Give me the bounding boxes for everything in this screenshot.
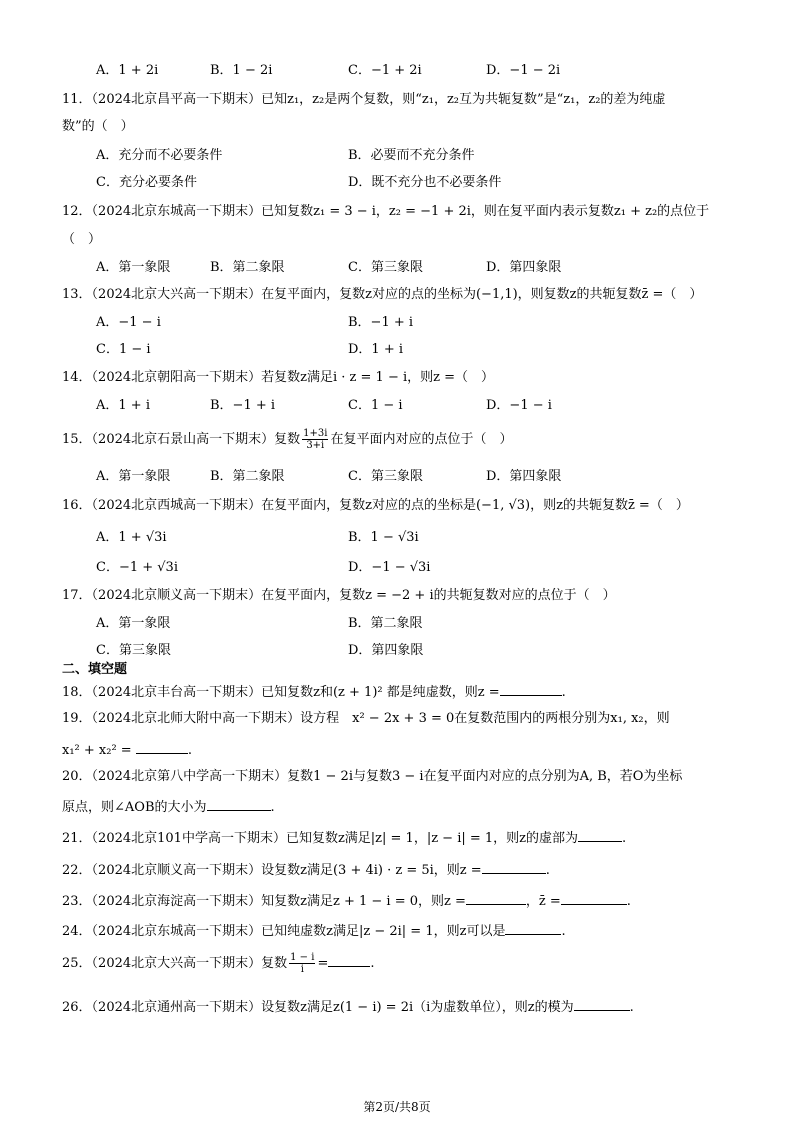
- q20-end: .: [270, 800, 275, 815]
- q18-answer-blank: [500, 681, 562, 696]
- q23-answer-blank-conjugate: [561, 890, 627, 905]
- q17-option-d: D．第四象限: [348, 643, 424, 658]
- q23-mid: ，z̄ =: [525, 894, 561, 909]
- q15-option-d: D．第四象限: [486, 469, 562, 484]
- q23-text: 23．（2024北京海淀高一下期末）知复数z满足z + 1 − i = 0，则z =: [62, 894, 466, 909]
- q17-option-c: C．第三象限: [96, 643, 171, 658]
- q26-end: .: [629, 1000, 634, 1015]
- q15-prefix: 15．（2024北京石景山高一下期末）复数: [62, 432, 301, 447]
- q11-stem-line1: 11．（2024北京昌平高一下期末）已知z₁，z₂是两个复数，则“z₁，z₂互为共轭复数”是“z₁，z₂的差为纯虚: [62, 92, 666, 107]
- q25-fraction-numerator: 1 − i: [290, 952, 315, 963]
- q16-option-c: C．−1 + √3i: [96, 560, 178, 575]
- q25-fraction: [289, 952, 315, 975]
- q11-option-a: A．充分而不必要条件: [96, 148, 223, 163]
- q20-text: 原点，则∠AOB的大小为: [62, 800, 207, 815]
- q23-stem: [62, 890, 631, 911]
- q15-fraction-numerator: 1+3i: [303, 428, 328, 439]
- q14-option-d: D．−1 − i: [486, 398, 552, 413]
- q26-text: 26．（2024北京通州高一下期末）设复数z满足z(1 − i) = 2i（i为虚数单位），则z的模为: [62, 1000, 574, 1015]
- q12-option-a: A．第一象限: [96, 260, 171, 275]
- q18-text: 18．（2024北京丰台高一下期末）已知复数z和(z + 1)² 都是纯虚数，则z =: [62, 685, 500, 700]
- q22-end: .: [545, 863, 550, 878]
- q12-stem-line2: （ ）: [62, 232, 102, 247]
- q22-stem: [62, 859, 550, 880]
- q16-stem: 16．（2024北京西城高一下期末）在复平面内，复数z对应的点的坐标是(−1, √3)，则z的共轭复数z̄ =（ ）: [62, 498, 689, 513]
- q14-option-a: A．1 + i: [96, 398, 150, 413]
- q14-stem: 14．（2024北京朝阳高一下期末）若复数z满足i · z = 1 − i，则z =（ ）: [62, 370, 494, 385]
- q25-prefix: 25．（2024北京大兴高一下期末）复数: [62, 956, 288, 971]
- q24-end: .: [561, 924, 566, 939]
- q16-option-d: D．−1 − √3i: [348, 560, 431, 575]
- q19-answer-blank: [136, 739, 188, 754]
- q15-option-b: B．第二象限: [210, 469, 285, 484]
- q20-stem-line1: 20．（2024北京第八中学高一下期末）复数1 − 2i与复数3 − i在复平面内对应的点分别为A, B，若O为坐标: [62, 769, 683, 784]
- q12-option-b: B．第二象限: [210, 260, 285, 275]
- q20-answer-blank: [207, 796, 271, 811]
- q17-option-b: B．第二象限: [348, 616, 423, 631]
- q24-stem: [62, 920, 566, 941]
- q21-text: 21．（2024北京101中学高一下期末）已知复数z满足|z| = 1，|z − i| = 1，则z的虚部为: [62, 831, 579, 846]
- q13-option-b: B．−1 + i: [348, 315, 414, 330]
- q13-stem: 13．（2024北京大兴高一下期末）在复平面内，复数z对应的点的坐标为(−1,1)，则复数z的共轭复数z̄ =（ ）: [62, 287, 703, 302]
- q10-option-a: A．1 + 2i: [96, 63, 159, 78]
- q19-end: .: [187, 743, 192, 758]
- q14-option-b: B．−1 + i: [210, 398, 276, 413]
- q18-stem: [62, 681, 566, 702]
- q10-option-c: C．−1 + 2i: [348, 63, 422, 78]
- q13-option-d: D．1 + i: [348, 342, 404, 357]
- q23-end: .: [626, 894, 631, 909]
- q17-option-a: A．第一象限: [96, 616, 171, 631]
- q23-answer-blank-z: [466, 890, 526, 905]
- q26-answer-blank: [574, 996, 630, 1011]
- q10-option-d: D．−1 − 2i: [486, 63, 561, 78]
- q15-fraction: [302, 428, 328, 451]
- q11-option-c: C．充分必要条件: [96, 175, 197, 190]
- q12-option-d: D．第四象限: [486, 260, 562, 275]
- q10-option-b: B．1 − 2i: [210, 63, 273, 78]
- q20-stem-line2: [62, 796, 275, 817]
- q15-suffix: 在复平面内对应的点位于（ ）: [330, 432, 513, 447]
- section-title-fill-in: 二、填空题: [62, 662, 128, 677]
- q19-stem-line2: [62, 739, 192, 760]
- q14-option-c: C．1 − i: [348, 398, 403, 413]
- q16-option-b: B．1 − √3i: [348, 530, 419, 545]
- q12-option-c: C．第三象限: [348, 260, 423, 275]
- q19-text: x₁² + x₂² =: [62, 743, 132, 758]
- q17-stem: 17．（2024北京顺义高一下期末）在复平面内，复数z = −2 + i的共轭复数对应的点位于（ ）: [62, 588, 616, 603]
- q25-fraction-denominator: i: [300, 964, 304, 975]
- q13-option-a: A．−1 − i: [96, 315, 161, 330]
- q11-stem-line2: 数”的（ ）: [62, 119, 134, 134]
- q18-end: .: [561, 685, 566, 700]
- q21-end: .: [622, 831, 627, 846]
- q25-answer-blank: [328, 952, 370, 967]
- q15-fraction-denominator: 3+i: [306, 440, 325, 451]
- q13-option-c: C．1 − i: [96, 342, 151, 357]
- q22-answer-blank: [482, 859, 546, 874]
- q15-stem: [62, 428, 512, 452]
- q25-stem: [62, 952, 374, 976]
- q21-answer-blank: [578, 827, 622, 842]
- q16-option-a: A．1 + √3i: [96, 530, 167, 545]
- q24-answer-blank: [505, 920, 561, 935]
- q12-stem-line1: 12．（2024北京东城高一下期末）已知复数z₁ = 3 − i，z₂ = −1 + 2i，则在复平面内表示复数z₁ + z₂的点位于: [62, 204, 710, 219]
- q26-stem: [62, 996, 634, 1017]
- q19-stem-line1: 19．（2024北京北师大附中高一下期末）设方程 x² − 2x + 3 = 0在复数范围内的两根分别为x₁, x₂，则: [62, 711, 670, 726]
- q15-option-c: C．第三象限: [348, 469, 423, 484]
- q15-option-a: A．第一象限: [96, 469, 171, 484]
- q11-option-d: D．既不充分也不必要条件: [348, 175, 502, 190]
- q11-option-b: B．必要而不充分条件: [348, 148, 475, 163]
- q25-suffix: =: [317, 956, 329, 971]
- q21-stem: [62, 827, 626, 848]
- page-number: 第2页/共8页: [363, 1100, 431, 1114]
- q24-text: 24．（2024北京东城高一下期末）已知纯虚数z满足|z − 2i| = 1，则z可以是: [62, 924, 506, 939]
- q22-text: 22．（2024北京顺义高一下期末）设复数z满足(3 + 4i) · z = 5i，则z =: [62, 863, 482, 878]
- q25-end: .: [370, 956, 375, 971]
